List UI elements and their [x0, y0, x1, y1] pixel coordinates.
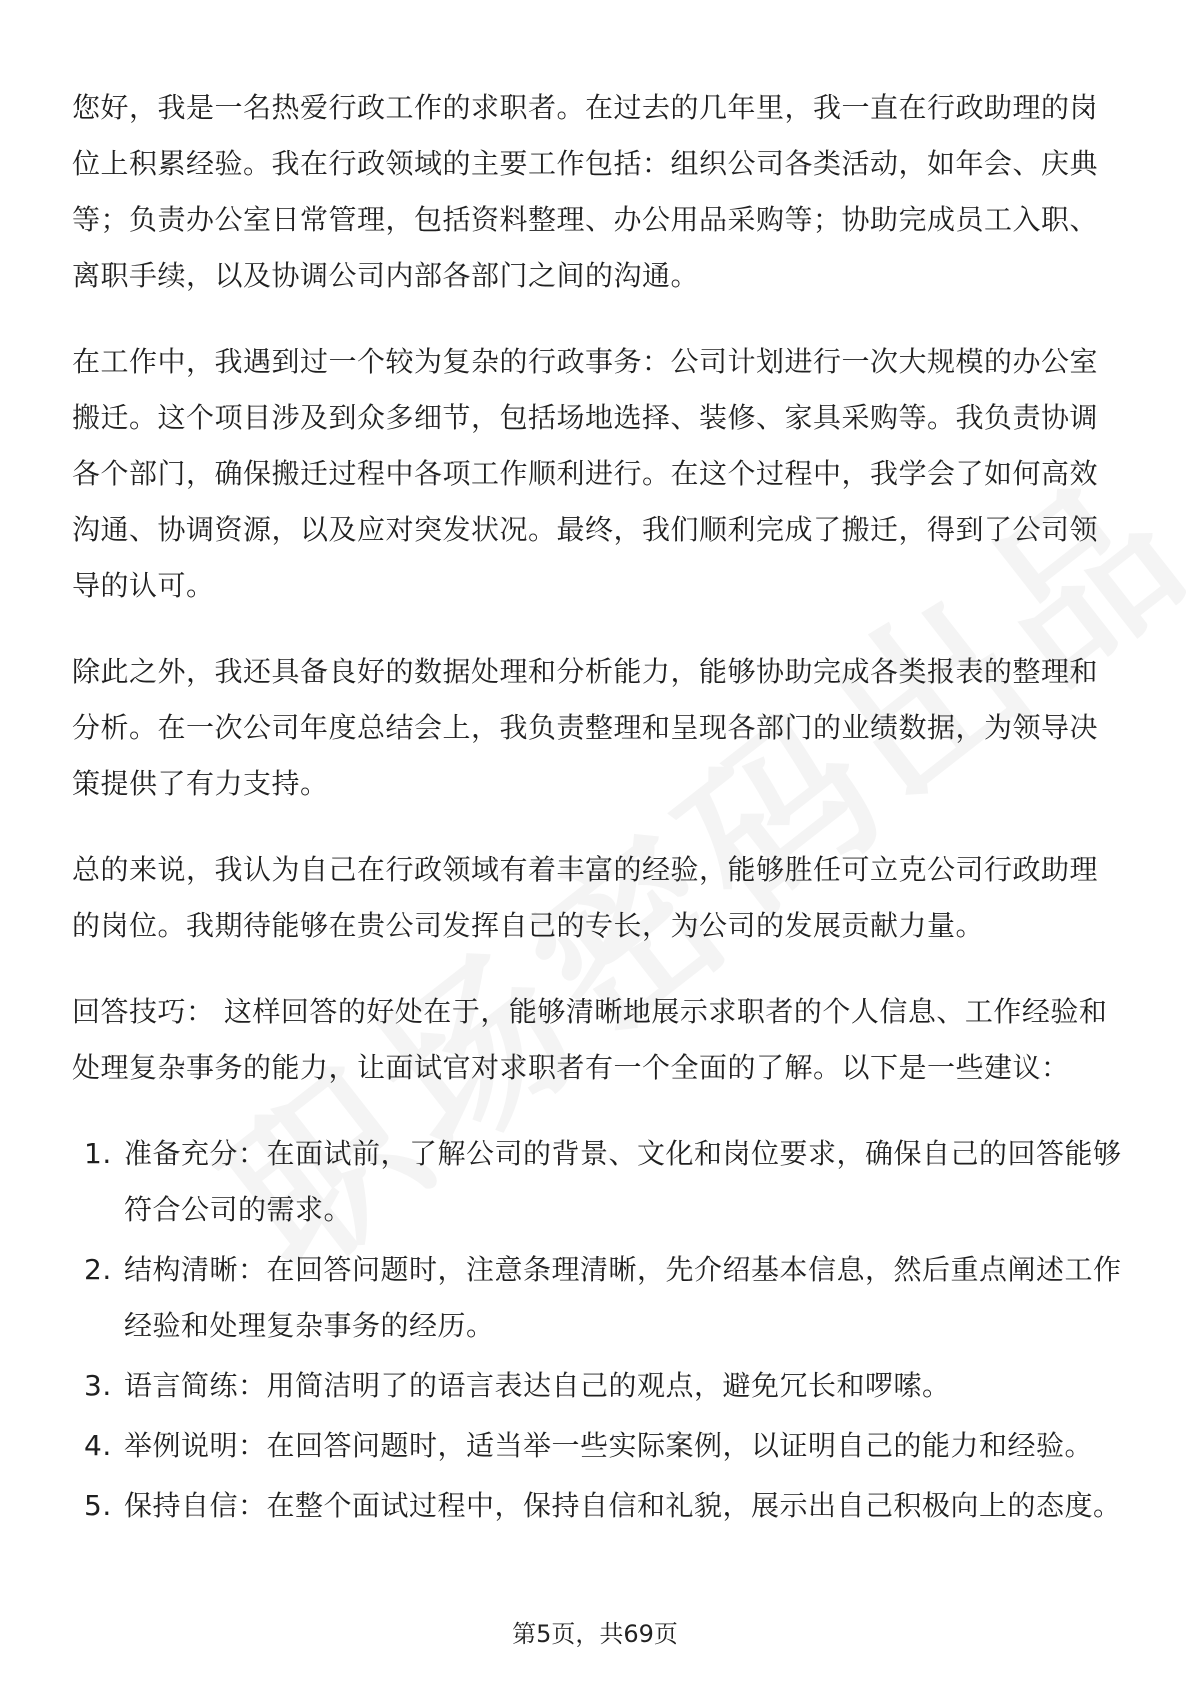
list-item-number: 5. — [84, 1489, 112, 1522]
list-item-number: 2. — [84, 1253, 112, 1286]
list-item-number: 1. — [84, 1137, 112, 1170]
paragraph-summary: 总的来说，我认为自己在行政领域有着丰富的经验，能够胜任可立克公司行政助理的岗位。我期待能够在贵公司发挥自己的专长，为公司的发展贡献力量。 — [72, 853, 1099, 942]
list-item-number: 4. — [84, 1429, 112, 1462]
paragraph-intro: 您好，我是一名热爱行政工作的求职者。在过去的几年里，我一直在行政助理的岗位上积累经验。我在行政领域的主要工作包括：组织公司各类活动，如年会、庆典等；负责办公室日常管理，包括资料整理、办公用品采购等；协助完成员工入职、离职手续，以及协调公司内部各部门之间的沟通。 — [72, 91, 1099, 292]
list-item — [72, 1242, 1122, 1354]
paragraph-tips-intro: 回答技巧： 这样回答的好处在于，能够清晰地展示求职者的个人信息、工作经验和处理复杂事务的能力，让面试官对求职者有一个全面的了解。以下是一些建议： — [72, 995, 1108, 1084]
page-number: 第5页，共69页 — [512, 1620, 678, 1648]
paragraph-experience: 在工作中，我遇到过一个较为复杂的行政事务：公司计划进行一次大规模的办公室搬迁。这个项目涉及到众多细节，包括场地选择、装修、家具采购等。我负责协调各个部门，确保搬迁过程中各项工作顺利进行。在这个过程中，我学会了如何高效沟通、协调资源，以及应对突发状况。最终，我们顺利完成了搬迁，得到了公司领导的认可。 — [72, 345, 1099, 602]
document-body — [72, 80, 1122, 1538]
list-item — [72, 1358, 1122, 1414]
list-item-text: 举例说明：在回答问题时，适当举一些实际案例，以证明自己的能力和经验。 — [124, 1429, 1094, 1462]
list-item — [72, 1418, 1122, 1474]
list-item-text: 准备充分：在面试前，了解公司的背景、文化和岗位要求，确保自己的回答能够符合公司的需求。 — [124, 1137, 1122, 1226]
list-item-text: 保持自信：在整个面试过程中，保持自信和礼貌，展示出自己积极向上的态度。 — [124, 1489, 1122, 1522]
paragraph-skills: 除此之外，我还具备良好的数据处理和分析能力，能够协助完成各类报表的整理和分析。在一次公司年度总结会上，我负责整理和呈现各部门的业绩数据，为领导决策提供了有力支持。 — [72, 655, 1099, 800]
list-item-text: 结构清晰：在回答问题时，注意条理清晰，先介绍基本信息，然后重点阐述工作经验和处理复杂事务的经历。 — [124, 1253, 1122, 1342]
list-item-text: 语言简练：用简洁明了的语言表达自己的观点，避免冗长和啰嗦。 — [124, 1369, 951, 1402]
list-item-number: 3. — [84, 1369, 112, 1402]
list-item — [72, 1478, 1122, 1534]
list-item — [72, 1126, 1122, 1238]
tips-list — [72, 1126, 1122, 1534]
